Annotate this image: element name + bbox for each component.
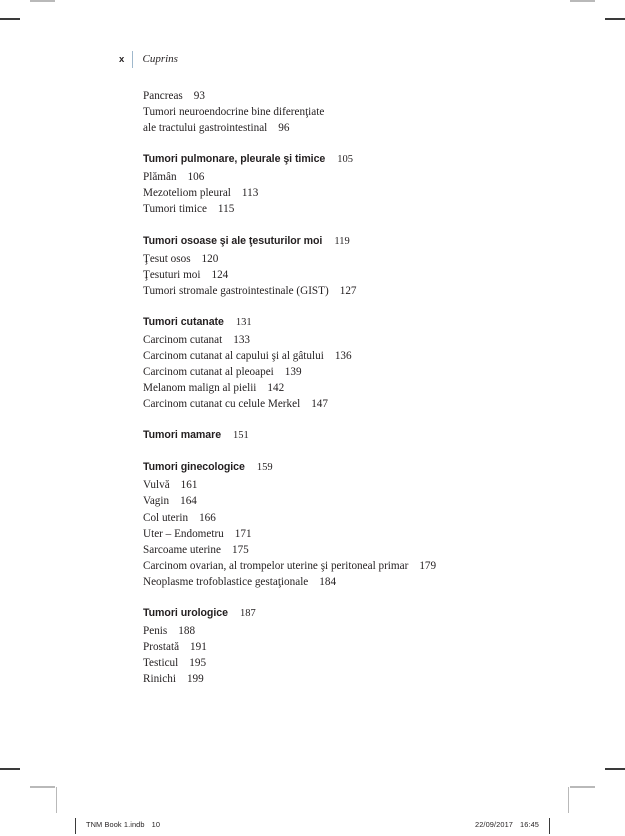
- slug-file-info: [86, 820, 160, 829]
- toc-entry: [143, 88, 573, 104]
- toc-entry: [143, 510, 573, 526]
- trim-mark-bottom-right-vertical: [568, 787, 569, 813]
- toc-entry: [143, 396, 573, 412]
- crop-mark-top-right: [605, 18, 625, 20]
- running-header: [119, 50, 178, 68]
- header-divider: [132, 51, 133, 68]
- slug-rule-right: [549, 818, 550, 834]
- toc-entry: [143, 558, 573, 574]
- toc-entry-label: Carcinom cutanat cu celule Merkel: [143, 398, 301, 411]
- toc-entry-label: Testicul: [143, 657, 179, 670]
- toc-entry-label: Pancreas: [143, 90, 183, 102]
- toc-entry-page: 115: [217, 203, 235, 216]
- toc-intro-group: [143, 88, 573, 136]
- toc-entry-page: 195: [189, 657, 207, 670]
- toc-entry: [143, 185, 573, 201]
- toc-entry-page: 106: [187, 171, 205, 184]
- toc-section-title: Tumori ginecologice: [143, 461, 245, 474]
- toc-section-title: Tumori mamare: [143, 429, 222, 442]
- toc-entry: [143, 526, 573, 542]
- toc-section-title: Tumori urologice: [143, 606, 228, 619]
- slug-timestamp: [475, 820, 539, 829]
- toc-section-page: 151: [233, 430, 249, 442]
- toc-section-heading: [143, 459, 573, 476]
- toc-entry-page: 127: [339, 284, 357, 297]
- toc-entry: [143, 201, 573, 217]
- toc-entry-label: Carcinom cutanat al capului şi al gâtului: [143, 349, 324, 362]
- toc-entry: [143, 169, 573, 185]
- toc-entry-label: Ţesut osos: [143, 252, 191, 265]
- toc-entry: [143, 493, 573, 509]
- crop-mark-bottom-right: [605, 768, 625, 770]
- toc-section-heading: [143, 427, 573, 444]
- toc-entry-page: 139: [284, 366, 302, 379]
- toc-entry: [143, 251, 573, 267]
- slug-rule-left: [75, 818, 76, 834]
- toc-entry-page: 142: [267, 382, 285, 395]
- toc-entry-label: Rinichi: [143, 673, 176, 686]
- trim-mark-bottom-right-horizontal: [570, 786, 595, 788]
- toc-entry: [143, 332, 573, 348]
- toc-entry-page: 113: [241, 187, 259, 200]
- toc-section-pulmonare: [143, 151, 573, 217]
- toc-entry: [143, 267, 573, 283]
- toc-entry-label: Tumori stromale gastrointestinale (GIST): [143, 284, 329, 297]
- toc-entry-page: 191: [190, 641, 207, 654]
- toc-entry-label: Tumori neuroendocrine bine diferenţiate: [143, 106, 325, 119]
- toc-entry: [143, 671, 573, 687]
- toc-entry-page: 124: [211, 268, 229, 281]
- toc-entry: [143, 574, 573, 590]
- toc-entry-page: 188: [178, 624, 196, 637]
- toc-section-urologice: [143, 605, 573, 687]
- toc-entry-label: Tumori timice: [143, 203, 207, 216]
- toc-entry: [143, 477, 573, 493]
- toc-entry-label: Penis: [143, 624, 168, 637]
- toc-entry-page: 175: [231, 543, 249, 556]
- toc-entry-page: 136: [334, 349, 352, 362]
- crop-mark-top-vertical-right: [570, 0, 595, 2]
- toc-entry: [143, 364, 573, 380]
- toc-section-page: 131: [235, 316, 252, 328]
- toc-section-title: Tumori pulmonare, pleurale şi timice: [143, 153, 326, 166]
- toc-entry-page: 120: [201, 252, 219, 265]
- toc-entry-page: 184: [319, 575, 337, 588]
- toc-entry-page: 171: [234, 527, 252, 540]
- trim-mark-bottom-left-horizontal: [30, 786, 55, 788]
- toc-entry-page: 96: [278, 122, 290, 135]
- toc-section-osoase: [143, 233, 573, 299]
- toc-section-title: Tumori osoase şi ale ţesuturilor moi: [143, 234, 323, 247]
- toc-entry: [143, 639, 573, 655]
- toc-entry-label: Uter – Endometru: [143, 527, 224, 540]
- toc-section-heading: [143, 605, 573, 622]
- toc-section-page: 119: [334, 235, 350, 247]
- toc-entry-label: Sarcoame uterine: [143, 543, 221, 556]
- toc-entry-label: Carcinom cutanat al pleoapei: [143, 366, 274, 379]
- slug-page-number: 10: [151, 820, 161, 829]
- slug-date: 22/09/2017: [475, 820, 513, 829]
- toc-section-ginecologice: [143, 459, 573, 590]
- toc-entry: [143, 348, 573, 364]
- toc-entry-label: Plămân: [143, 171, 177, 184]
- slug-time: 16:45: [520, 820, 539, 829]
- toc-entry-page: 161: [180, 479, 198, 492]
- toc-entry: [143, 104, 573, 136]
- trim-mark-bottom-left-vertical: [56, 787, 57, 813]
- toc-entry: [143, 542, 573, 558]
- toc-section-heading: [143, 151, 573, 168]
- toc-entry-label-line2: ale tractului gastrointestinal 96: [143, 122, 290, 135]
- toc-section-mamare: [143, 427, 573, 444]
- toc-entry: [143, 380, 573, 396]
- toc-entry-label: Col uterin: [143, 511, 189, 524]
- toc-entry: [143, 655, 573, 671]
- toc-entry-page: 179: [419, 559, 437, 572]
- toc-section-heading: [143, 233, 573, 250]
- toc-entry-label: Mezoteliom pleural: [143, 187, 231, 200]
- crop-mark-bottom-left: [0, 768, 20, 770]
- toc-entry: [143, 623, 573, 639]
- toc-entry-label: Carcinom cutanat: [143, 333, 223, 346]
- toc-section-page: 105: [337, 154, 354, 166]
- toc-section-cutanate: [143, 314, 573, 412]
- toc-entry-label: Vulvă: [143, 479, 170, 492]
- slug-filename: TNM Book 1.indb: [86, 820, 145, 829]
- toc-section-page: 159: [256, 462, 273, 474]
- page-title: Cuprins: [142, 53, 178, 65]
- toc-entry-page: 199: [186, 673, 204, 686]
- toc-entry-label: Carcinom ovarian, al trompelor uterine şi peritoneal primar: [143, 559, 409, 572]
- page-folio: x: [119, 53, 125, 65]
- toc-entry-page: 164: [180, 495, 197, 508]
- toc-section-heading: [143, 314, 573, 331]
- toc-entry-label: Vagin: [143, 495, 170, 508]
- toc-entry-label: Ţesuturi moi: [143, 268, 201, 281]
- toc-entry-page: 133: [233, 333, 250, 346]
- toc-section-title: Tumori cutanate: [143, 315, 224, 328]
- toc-entry-page: 166: [199, 511, 216, 524]
- toc-entry: [143, 283, 573, 299]
- toc-entry-label: Melanom malign al pielii: [143, 382, 257, 395]
- toc-entry-label: Neoplasme trofoblastice gestaţionale: [143, 575, 309, 588]
- crop-mark-top-vertical-left: [30, 0, 55, 2]
- toc-entry-label: Prostată: [143, 641, 180, 654]
- crop-mark-top-left: [0, 18, 20, 20]
- toc-entry-page: 93: [193, 90, 205, 102]
- toc-entry-page: 147: [311, 398, 328, 411]
- toc-section-page: 187: [239, 607, 256, 619]
- table-of-contents: [143, 88, 573, 687]
